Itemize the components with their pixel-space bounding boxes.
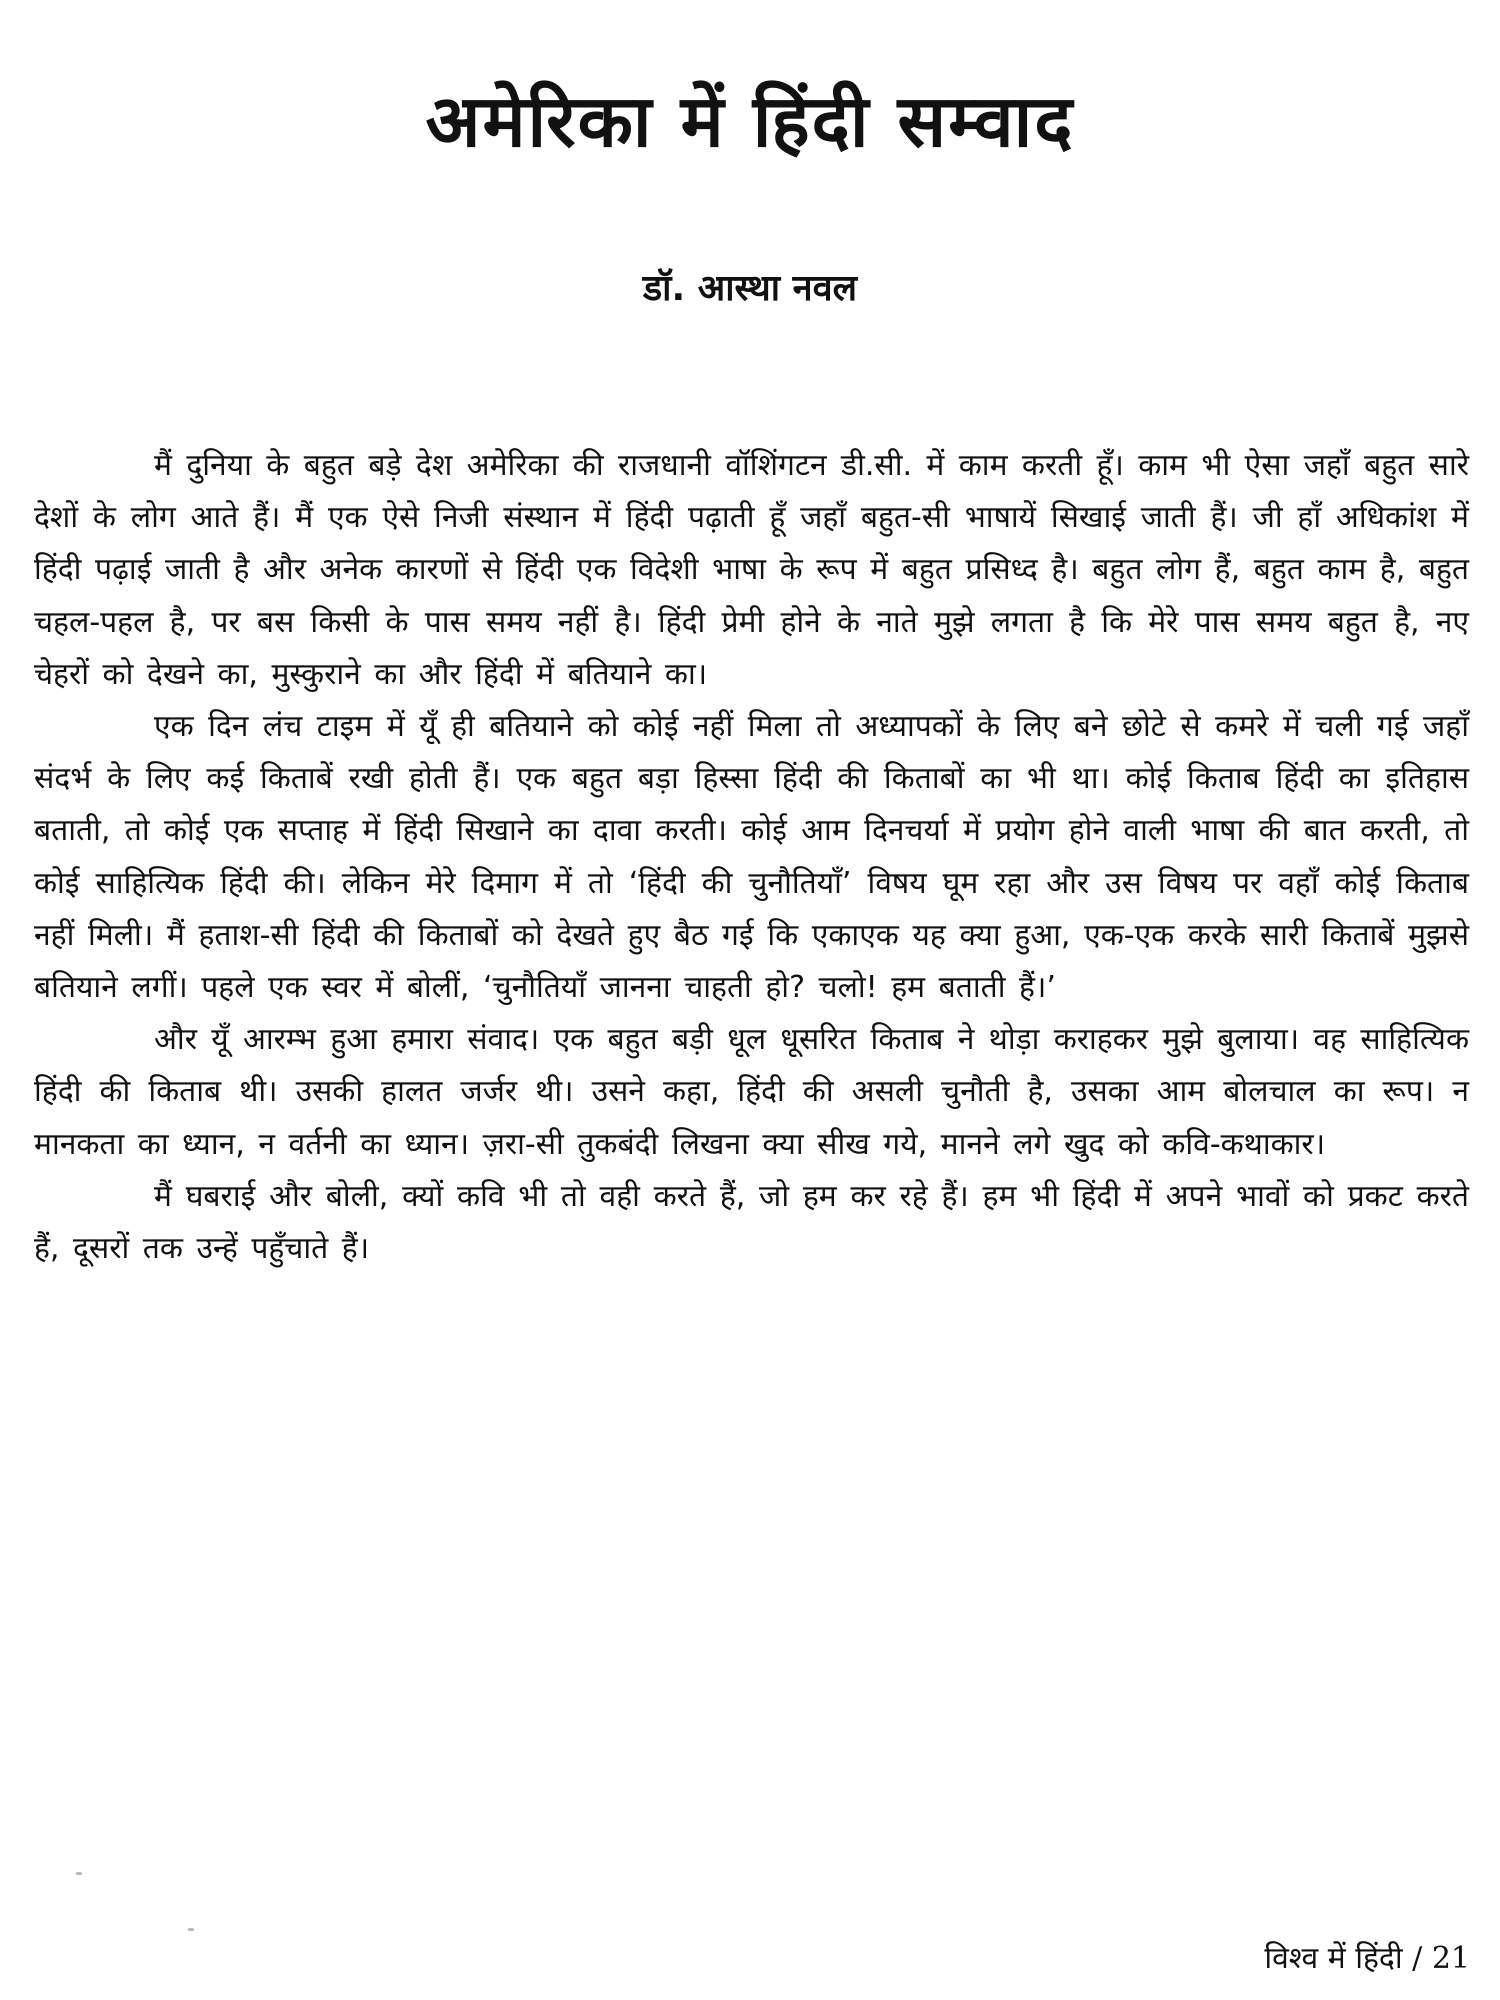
paragraph: एक दिन लंच टाइम में यूँ ही बतियाने को कोई नहीं मिला तो अध्यापकों के लिए बने छोटे से कमरे में चली गई जहाँ संदर्भ के लिए कई किताबें रखी होती हैं। एक बहुत बड़ा हिस्सा हिंदी की किताबों का भी था। कोई किताब हिंदी का इतिहास बताती, तो कोई एक सप्ताह में हिंदी सिखाने का दावा करती। कोई आम दिनचर्या में प्रयोग होने वाली भाषा की बात करती, तो कोई साहित्यिक हिंदी की। लेकिन मेरे दिमाग में तो ‘हिंदी की चुनौतियाँ’ विषय घूम रहा और उस विषय पर वहाँ कोई किताब नहीं मिली। मैं हताश-सी हिंदी की किताबों को देखते हुए बैठ गई कि एकाएक यह क्या हुआ, एक-एक करके सारी किताबें मुझसे बतियाने लगीं। पहले एक स्वर में बोलीं, ‘चुनौतियाँ जानना चाहती हो? चलो! हम बताती हैं।’ xyxy=(34,709,1469,1006)
paragraph: और यूँ आरम्भ हुआ हमारा संवाद। एक बहुत बड़ी धूल धूसरित किताब ने थोड़ा कराहकर मुझे बुलाया। वह साहित्यिक हिंदी की किताब थी। उसकी हालत जर्जर थी। उसने कहा, हिंदी की असली चुनौती है, उसका आम बोलचाल का रूप। न मानकता का ध्यान, न वर्तनी का ध्यान। ज़रा-सी तुकबंदी लिखना क्या सीख गये, मानने लगे खुद को कवि-कथाकार। xyxy=(34,1022,1469,1162)
paragraph: मैं दुनिया के बहुत बड़े देश अमेरिका की राजधानी वॉशिंगटन डी.सी. में काम करती हूँ। काम भी ऐसा जहाँ बहुत सारे देशों के लोग आते हैं। मैं एक ऐसे निजी संस्थान में हिंदी पढ़ाती हूँ जहाँ बहुत-सी भाषायें सिखाई जाती हैं। जी हाँ अधिकांश में हिंदी पढ़ाई जाती है और अनेक कारणों से हिंदी एक विदेशी भाषा के रूप में बहुत प्रसिध्द है। बहुत लोग हैं, बहुत काम है, बहुत चहल-पहल है, पर बस किसी के पास समय नहीं है। हिंदी प्रेमी होने के नाते मुझे लगता है कि मेरे पास समय बहुत है, नए चेहरों को देखने का, मुस्कुराने का और हिंदी में बतियाने का। xyxy=(34,448,1470,692)
article-title: अमेरिका में हिंदी सम्वाद xyxy=(425,79,1075,163)
scan-speck xyxy=(188,1928,194,1931)
author-name: डॉ. आस्था नवल xyxy=(642,268,858,309)
page-footer: विश्व में हिंदी / 21 xyxy=(1264,1941,1470,1976)
paragraph: मैं घबराई और बोली, क्यों कवि भी तो वही करते हैं, जो हम कर रहे हैं। हम भी हिंदी में अपने भावों को प्रकट करते हैं, दूसरों तक उन्हें पहुँचाते हैं। xyxy=(34,1178,1469,1267)
scan-speck xyxy=(76,1872,82,1875)
article-body xyxy=(34,440,1469,1275)
